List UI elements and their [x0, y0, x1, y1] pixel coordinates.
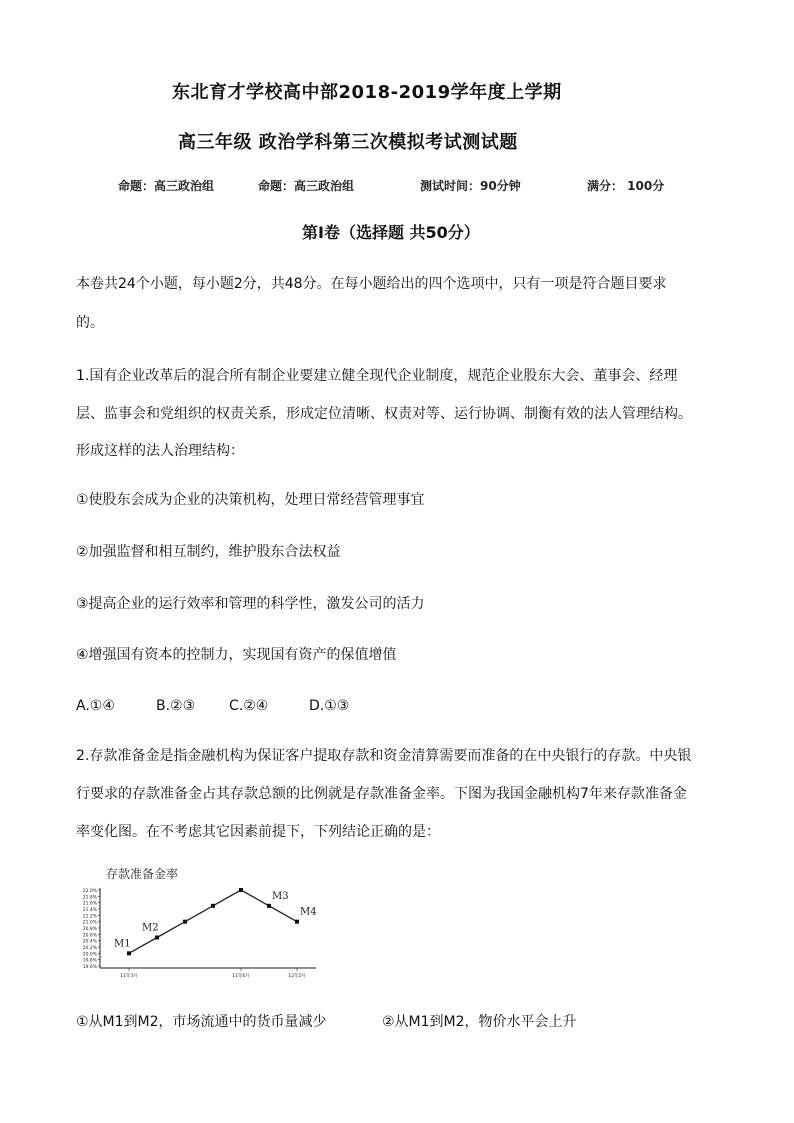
chart-y-tick-label: 21.6% [82, 901, 97, 907]
chart-point-label: M4 [300, 906, 317, 918]
q2-statement-1: ①从M1到M2，市场流通中的货币量减少 [76, 1014, 327, 1030]
document-title-line2: 高三年级 政治学科第三次模拟考试测试题 [178, 132, 518, 153]
meta-author2: 命题：高三政治组 [258, 179, 355, 193]
chart-y-tick-label: 22.0% [82, 889, 97, 894]
meta-score: 满分： 100分 [587, 179, 665, 193]
q1-option-a: A.①④ [76, 698, 115, 714]
document-title-line1: 东北育才学校高中部2018-2019学年度上学期 [172, 82, 562, 103]
chart-data-point [267, 904, 271, 908]
chart-y-tick-label: 20.8% [82, 927, 97, 932]
chart-data-point [239, 888, 243, 892]
q1-option-b: B.②③ [156, 698, 196, 714]
chart-y-tick-label: 20.4% [82, 939, 97, 945]
chart-y-tick-label: 20.6% [82, 933, 97, 939]
q2-stem-line2: 行要求的存款准备金占其存款总额的比例就是存款准备金率。下图为我国金融机构7年来存款准备金 [76, 786, 687, 802]
q1-stem-line1: 1.国有企业改革后的混合所有制企业要建立健全现代企业制度，规范企业股东大会、董事会、经理 [76, 368, 678, 384]
chart-y-tick-label: 21.2% [82, 914, 97, 920]
q2-stem-line3: 率变化图。在不考虑其它因素前提下，下列结论正确的是： [76, 824, 440, 840]
section-title: 第Ⅰ卷（选择题 共50分） [302, 223, 480, 242]
q1-stem-line3: 形成这样的法人治理结构： [76, 443, 244, 459]
chart-y-tick-label: 21.0% [82, 920, 97, 926]
chart-data-point [211, 904, 215, 908]
chart-y-tick-label: 19.6% [82, 965, 97, 970]
chart-title: 存款准备金率 [106, 867, 179, 881]
q2-stem-line1: 2.存款准备金是指金融机构为保证客户提取存款和资金清算需要而准备的在中央银行的存款。中央银 [76, 748, 692, 764]
chart-y-tick-label: 19.8% [82, 958, 97, 964]
instructions-line1: 本卷共24个小题，每小题2分，共48分。在每小题给出的四个选项中，只有一项是符合题目要求 [76, 276, 667, 292]
q1-option-d: D.①③ [309, 698, 350, 714]
chart-x-tick-label: 11年3月 [120, 974, 138, 979]
chart-data-point [155, 936, 159, 940]
q1-options [76, 696, 349, 716]
q1-item-4: ④增强国有资本的控制力，实现国有资产的保值增值 [76, 647, 397, 663]
chart-x-tick-label: 11年6月 [232, 974, 250, 979]
chart-data-point [127, 951, 131, 955]
reserve-ratio-chart [76, 862, 336, 992]
chart-y-tick-label: 21.4% [82, 908, 97, 913]
chart-data-point [183, 920, 187, 924]
meta-author1: 命题：高三政治组 [118, 179, 215, 193]
meta-time: 测试时间：90分钟 [420, 179, 521, 193]
q1-item-3: ③提高企业的运行效率和管理的科学性，激发公司的活力 [76, 596, 425, 612]
chart-point-label: M3 [272, 890, 289, 902]
q1-item-1: ①使股东会成为企业的决策机构，处理日常经营管理事宜 [76, 492, 425, 508]
chart-data-point [295, 920, 299, 924]
q2-statement-2: ②从M1到M2，物价水平会上升 [382, 1014, 577, 1030]
instructions-line2: 的。 [76, 315, 104, 331]
chart-x-tick-label: 12年2月 [288, 974, 306, 979]
q1-stem-line2: 层、监事会和党组织的权责关系，形成定位清晰、权责对等、运行协调、制衡有效的法人管理结构。 [76, 406, 692, 422]
chart-y-tick-label: 20.2% [82, 946, 97, 951]
q1-option-c: C.②④ [229, 698, 269, 714]
q1-item-2: ②加强监督和相互制约，维护股东合法权益 [76, 544, 341, 560]
chart-point-label: M2 [142, 922, 159, 934]
chart-y-tick-label: 20.0% [82, 952, 97, 958]
chart-y-tick-label: 21.8% [82, 895, 97, 901]
chart-point-label: M1 [114, 938, 131, 950]
